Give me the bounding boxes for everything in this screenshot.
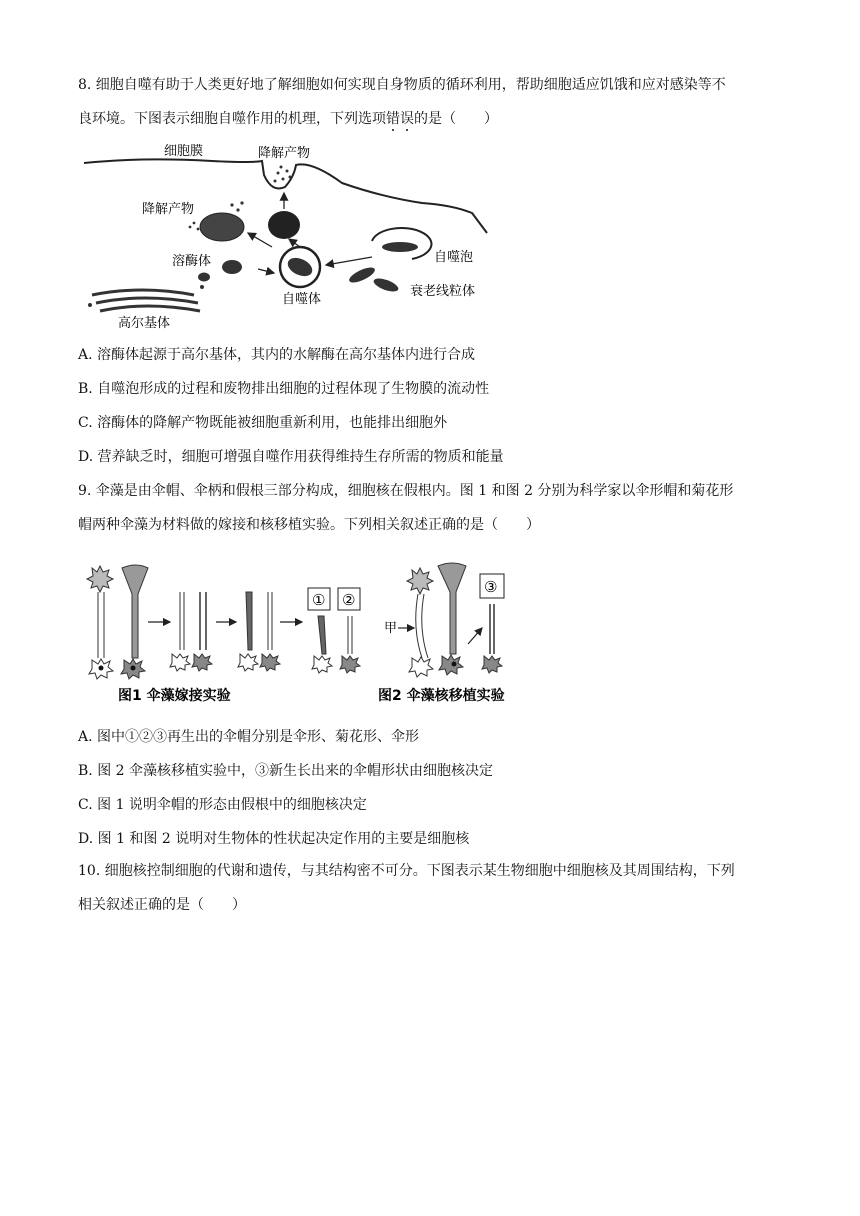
label-product-top: 降解产物	[258, 146, 311, 161]
q8-option-b: B. 自噬泡形成的过程和废物排出细胞的过程体现了生物膜的流动性	[78, 381, 490, 397]
lysosome-2	[198, 273, 210, 282]
mitochondrion-2	[372, 276, 400, 294]
question-9-line-1: 9. 伞藻是由伞帽、伞柄和假根三部分构成，细胞核在假根内。图 1 和图 2 分别为科学家以伞形帽和菊花形	[78, 483, 734, 499]
question-8-stem	[78, 68, 790, 136]
mitochondrion-1	[347, 265, 377, 286]
question-8-line-2	[78, 102, 790, 136]
box-1-label: ①	[312, 591, 326, 609]
residual-body	[268, 211, 300, 239]
chrysanthemum-cap-1	[87, 566, 113, 592]
box-2-label: ②	[342, 591, 356, 609]
emphasis-char-2: 误	[400, 111, 414, 127]
question-10-line-2: 相关叙述正确的是（ ）	[78, 897, 246, 913]
acetabularia-figure	[82, 558, 542, 708]
q9-option-a: A. 图中①②③再生出的伞帽分别是伞形、菊花形、伞形	[78, 729, 420, 745]
chrysanthemum-cap-2	[407, 568, 433, 594]
label-old-mitochondria: 衰老线粒体	[410, 284, 476, 299]
label-golgi: 高尔基体	[118, 316, 171, 330]
golgi-stack	[92, 290, 200, 311]
q8-option-a: A. 溶酶体起源于高尔基体，其内的水解酶在高尔基体内进行合成	[78, 347, 476, 363]
autophagy-figure	[82, 135, 502, 330]
umbrella-cap-2	[438, 563, 466, 654]
q8-option-c: C. 溶酶体的降解产物既能被细胞重新利用，也能排出细胞外	[78, 415, 448, 431]
q9-option-b: B. 图 2 伞藻核移植实验中，③新生长出来的伞帽形状由细胞核决定	[78, 763, 493, 779]
question-9-line-2: 帽两种伞藻为材料做的嫁接和核移植实验。下列相关叙述正确的是（ ）	[78, 517, 540, 533]
label-product-left: 降解产物	[142, 202, 195, 217]
question-8-line-2-pre: 良环境。下图表示细胞自噬作用的机理，下列选项	[78, 111, 386, 127]
question-8-line-2-post: 的是（ ）	[414, 111, 498, 127]
q9-option-c: C. 图 1 说明伞帽的形态由假根中的细胞核决定	[78, 797, 367, 813]
question-9-stem	[78, 474, 790, 542]
label-autophagic-vesicle: 自噬泡	[434, 250, 474, 265]
caption-fig1: 图1 伞藻嫁接实验	[118, 688, 231, 704]
lysosome-1	[222, 260, 242, 274]
label-jia: 甲	[384, 621, 398, 636]
label-lysosome: 溶酶体	[172, 254, 212, 269]
label-membrane: 细胞膜	[164, 144, 204, 159]
caption-fig2: 图2 伞藻核移植实验	[378, 688, 505, 704]
question-10-line-1: 10. 细胞核控制细胞的代谢和遗传，与其结构密不可分。下图表示某生物细胞中细胞核及其周围结构，下列	[78, 863, 735, 879]
box-3-label: ③	[484, 578, 498, 596]
q8-option-d: D. 营养缺乏时，细胞可增强自噬作用获得维持生存所需的物质和能量	[78, 449, 504, 465]
emphasis-char-1: 错	[386, 111, 400, 127]
umbrella-cap-1	[122, 565, 148, 658]
question-8-line-1: 8. 细胞自噬有助于人类更好地了解细胞如何实现自身物质的循环利用，帮助细胞适应饥饿和应对感染等不	[78, 77, 726, 93]
exocytosis-dots	[274, 166, 292, 183]
label-autophagosome: 自噬体	[282, 292, 322, 307]
q9-option-d: D. 图 1 和图 2 说明对生物体的性状起决定作用的主要是细胞核	[78, 831, 470, 847]
question-10-stem	[78, 854, 790, 922]
autolysosome	[200, 213, 244, 241]
